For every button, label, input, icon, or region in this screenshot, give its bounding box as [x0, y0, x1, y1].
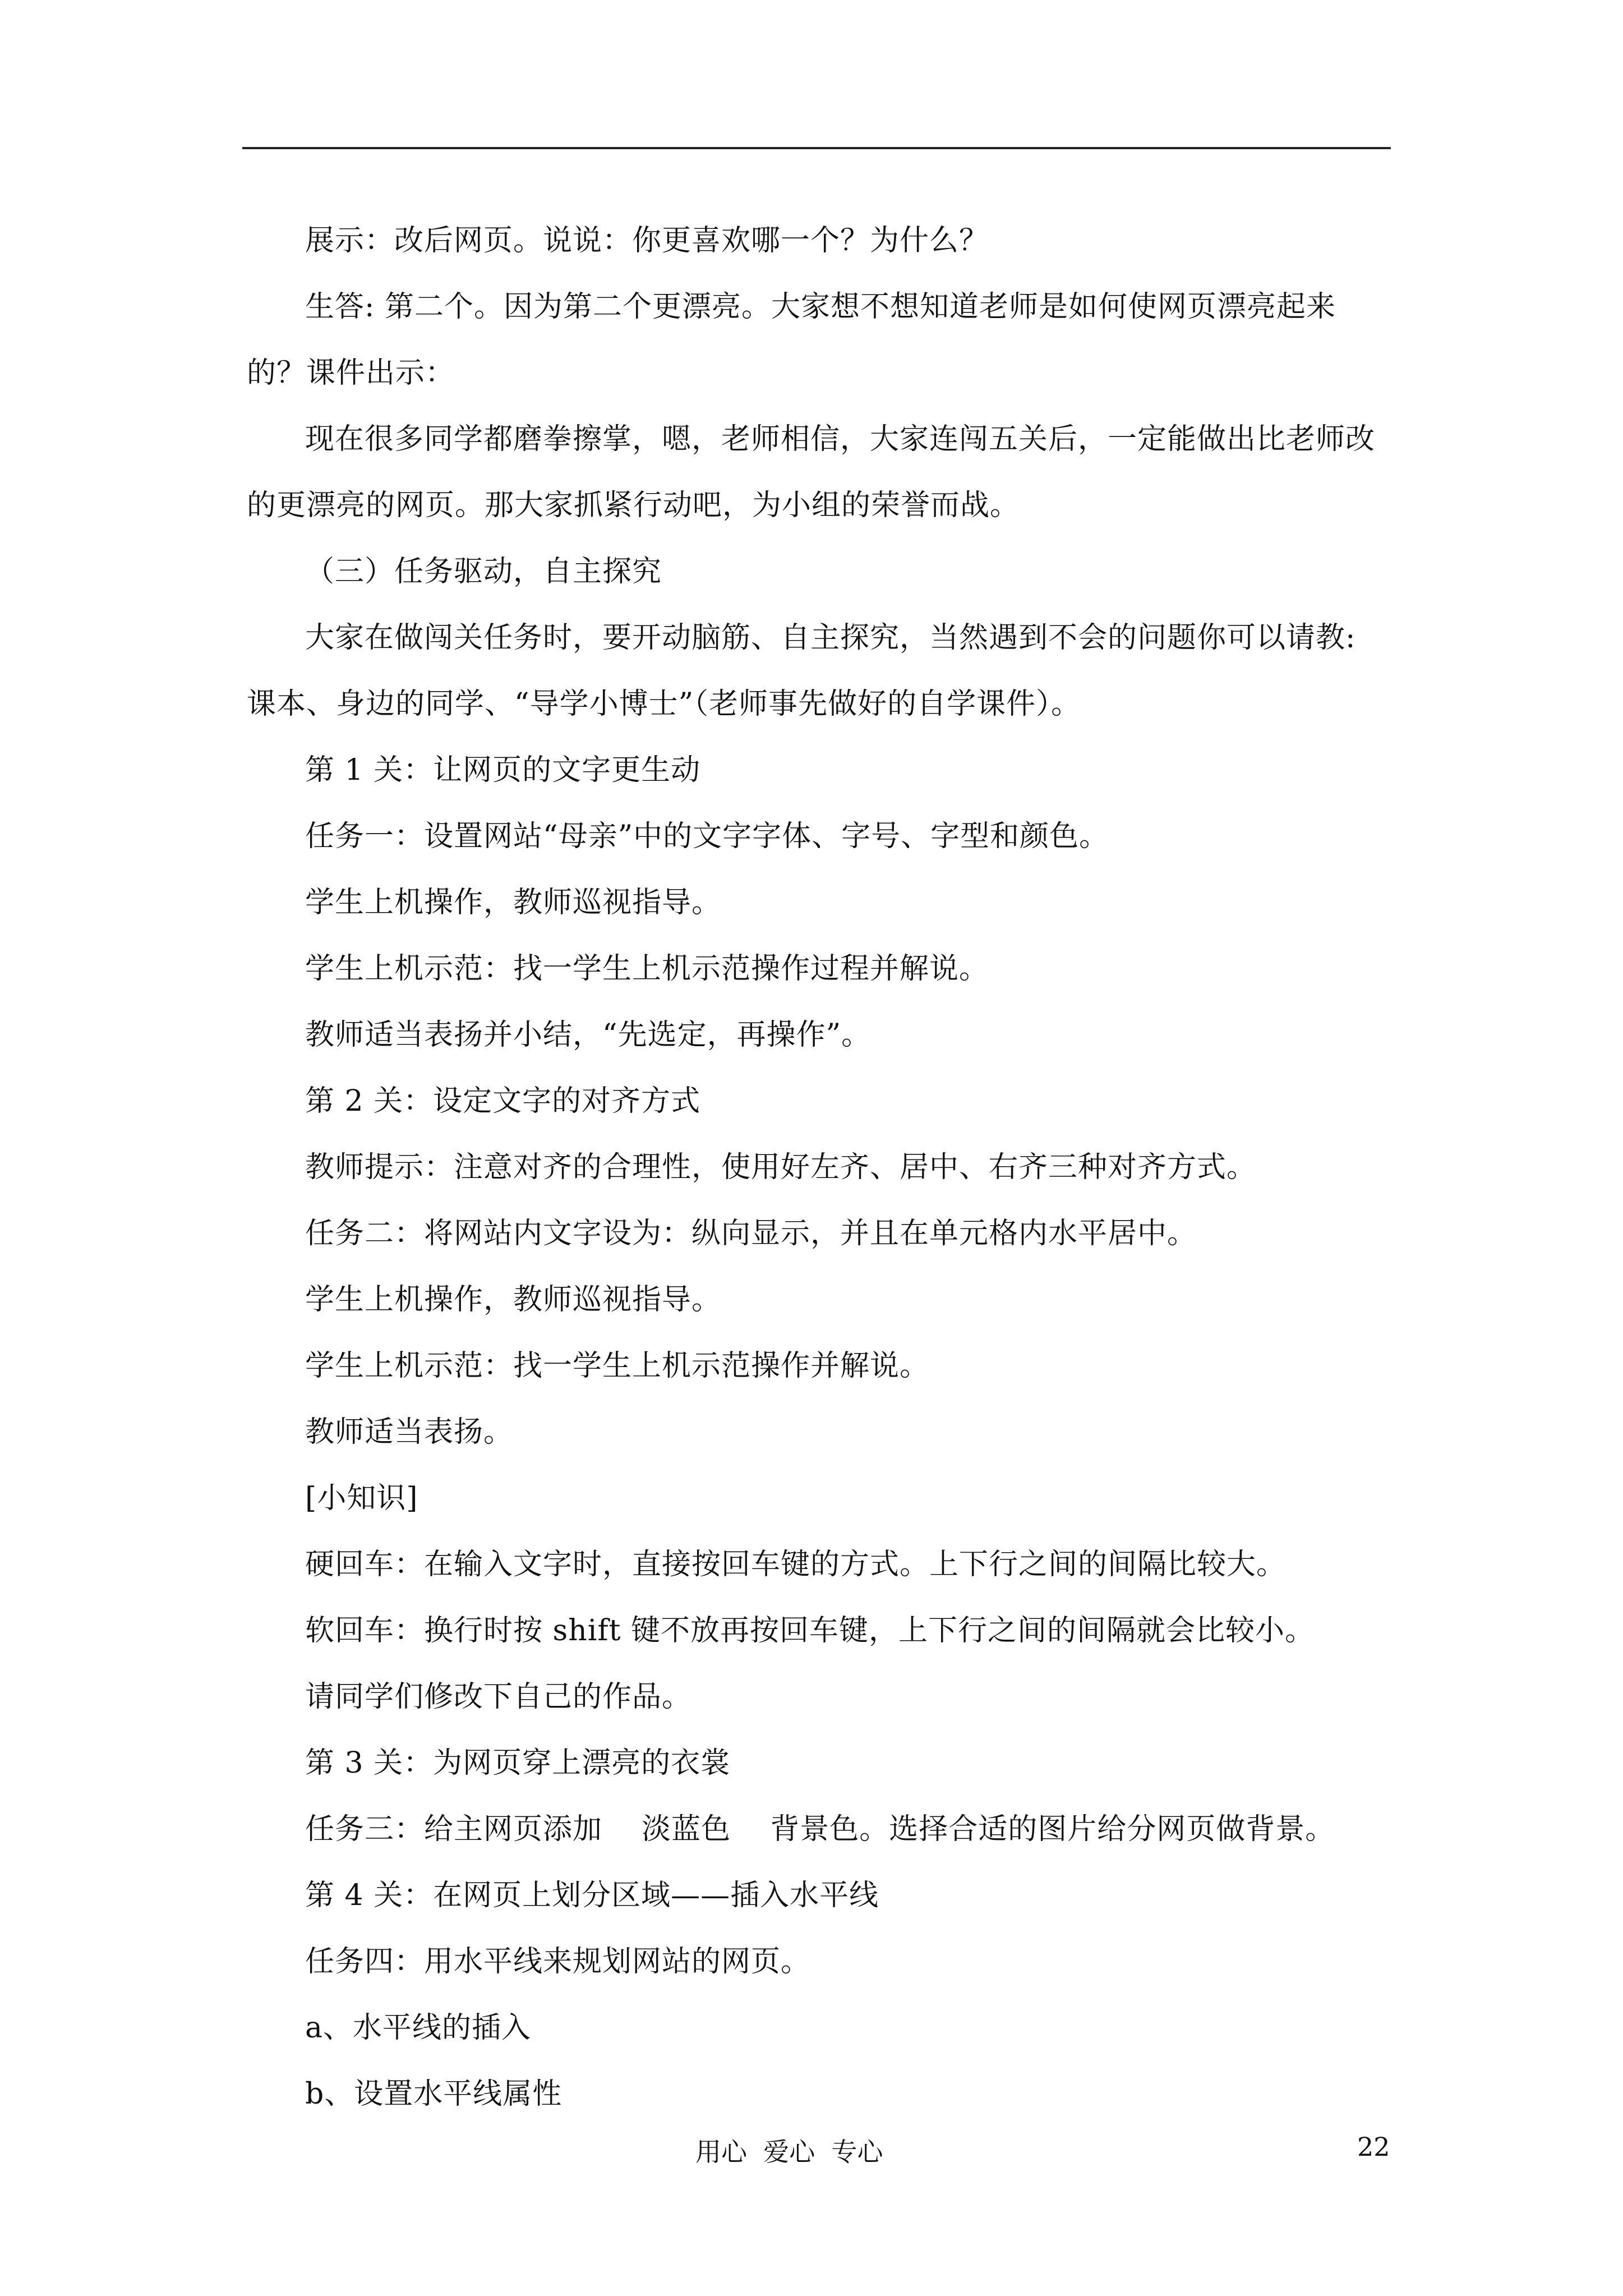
list-item: a、水平线的插入 — [305, 2011, 532, 2045]
paragraph: 展示：改后网页。说说：你更喜欢哪一个？为什么？ — [305, 224, 989, 257]
tip-label: [小知识] — [305, 1481, 418, 1515]
document-body — [247, 208, 1391, 2127]
page-number: 22 — [1357, 2132, 1390, 2162]
paragraph: 硬回车：在输入文字时，直接按回车键的方式。上下行之间的间隔比较大。 — [305, 1548, 1287, 1581]
paragraph: 软回车：换行时按 shift 键不放再按回车键，上下行之间的间隔就会比较小。 — [305, 1614, 1315, 1648]
footer-motto: 用心 爱心 专心 — [695, 2137, 883, 2167]
level-heading: 第 2 关：设定文字的对齐方式 — [305, 1084, 701, 1118]
paragraph: 任务一：设置网站“母亲”中的文字字体、字号、字型和颜色。 — [305, 820, 1109, 853]
paragraph: 学生上机示范：找一学生上机示范操作过程并解说。 — [305, 952, 989, 986]
paragraph: 学生上机操作，教师巡视指导。 — [305, 886, 722, 919]
level-heading: 第 3 关：为网页穿上漂亮的衣裳 — [305, 1746, 731, 1780]
paragraph: 教师适当表扬。 — [305, 1415, 514, 1449]
paragraph: 生答: 第二个。因为第二个更漂亮。大家想不想知道老师是如何使网页漂亮起来的？课件出示： — [247, 290, 1336, 390]
header-rule — [242, 147, 1391, 149]
section-heading: （三）任务驱动，自主探究 — [305, 555, 662, 588]
paragraph: 大家在做闯关任务时，要开动脑筋、自主探究，当然遇到不会的问题你可以请教: 课本、身边的同学、“导学小博士”（老师事先做好的自学课件）。 — [247, 621, 1366, 721]
paragraph: 任务三：给主网页添加 淡蓝色 背景色。选择合适的图片给分网页做背景。 — [305, 1812, 1335, 1846]
list-item: b、设置水平线属性 — [305, 2077, 562, 2111]
paragraph: 学生上机操作，教师巡视指导。 — [305, 1283, 722, 1317]
paragraph: 学生上机示范：找一学生上机示范操作并解说。 — [305, 1349, 930, 1383]
paragraph: 教师提示：注意对齐的合理性，使用好左齐、居中、右齐三种对齐方式。 — [305, 1151, 1257, 1184]
level-heading: 第 1 关：让网页的文字更生动 — [305, 753, 701, 787]
paragraph: 请同学们修改下自己的作品。 — [305, 1680, 692, 1714]
paragraph: 教师适当表扬并小结，“先选定，再操作”。 — [305, 1018, 872, 1052]
paragraph: 任务四：用水平线来规划网站的网页。 — [305, 1945, 811, 1978]
paragraph: 现在很多同学都磨拳擦掌，嗯，老师相信，大家连闯五关后，一定能做出比老师改的更漂亮的网页。那大家抓紧行动吧，为小组的荣誉而战。 — [247, 422, 1376, 522]
paragraph: 任务二：将网站内文字设为：纵向显示，并且在单元格内水平居中。 — [305, 1217, 1197, 1250]
level-heading: 第 4 关：在网页上划分区域——插入水平线 — [305, 1879, 879, 1912]
